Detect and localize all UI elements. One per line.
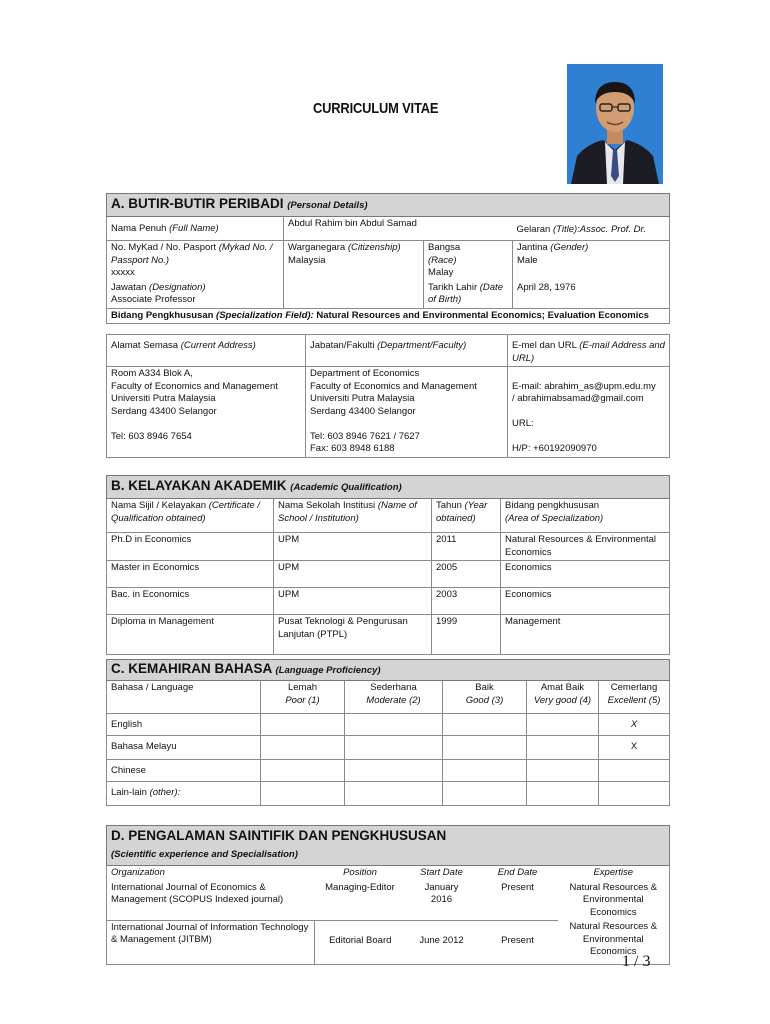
col-certificate: Nama Sijil / Kelayakan (Certificate / Qualification obtained)	[107, 499, 274, 533]
table-row: International Journal of Economics & Management (SCOPUS Indexed journal) Managing-Editor January 2016 Present Natural Resources & Environmental Economics	[107, 881, 670, 921]
section-a-heading: A. BUTIR-BUTIR PERIBADI (Personal Details)	[107, 194, 670, 217]
col-year: Tahun (Year obtained)	[432, 499, 501, 533]
profile-photo	[567, 64, 663, 184]
citizenship-field: Warganegara (Citizenship) Malaysia	[284, 241, 424, 281]
col-position: Position	[343, 867, 377, 878]
col-institution: Nama Sekolah Institusi (Name of School / Institution)	[274, 499, 432, 533]
level-good: Baik Good (3)	[443, 681, 527, 714]
table-row: English X	[107, 714, 670, 736]
race-field: Bangsa (Race) Malay	[424, 241, 513, 281]
table-row: International Journal of Information Technology & Management (JITBM) Editorial Board June 2012 Present Natural Resources & Environmental Economics	[107, 920, 670, 964]
section-c-heading: C. KEMAHIRAN BAHASA (Language Proficiency)	[107, 660, 670, 681]
language-proficiency-table	[106, 659, 670, 806]
page-number: 1 / 3	[622, 953, 651, 970]
dob-value: April 28, 1976	[513, 281, 670, 309]
address-label: Alamat Semasa (Current Address)	[107, 335, 306, 367]
table-row: Bahasa Melayu X	[107, 736, 670, 760]
col-language: Bahasa / Language	[107, 681, 261, 714]
table-row: Diploma in Management Pusat Teknologi & Pengurusan Lanjutan (PTPL) 1999 Management	[107, 615, 670, 655]
email-label: E-mel dan URL (E-mail Address and URL)	[508, 335, 670, 367]
gender-field: Jantina (Gender) Male	[513, 241, 670, 281]
table-row: Bac. in Economics UPM 2003 Economics	[107, 588, 670, 615]
full-name-value: Abdul Rahim bin Abdul Samad	[284, 217, 513, 241]
section-b-heading: B. KELAYAKAN AKADEMIK (Academic Qualification)	[107, 476, 670, 499]
specialization-field: Bidang Pengkhususan (Specialization Field): Natural Resources and Environmental Economics; Evaluation Economics	[107, 308, 670, 324]
col-expertise: Expertise	[558, 866, 670, 881]
col-end-date: End Date	[497, 867, 538, 878]
level-very-good: Amat Baik Very good (4)	[527, 681, 599, 714]
table-row: Master in Economics UPM 2005 Economics	[107, 561, 670, 588]
level-moderate: Sederhana Moderate (2)	[345, 681, 443, 714]
person-photo-icon	[567, 64, 663, 184]
section-a-header	[107, 194, 670, 217]
academic-qualification-table	[106, 475, 670, 655]
full-name-label: Nama Penuh (Full Name)	[107, 217, 284, 241]
email-value: E-mail: abrahim_as@upm.edu.my / abrahimabsamad@gmail.com URL: H/P: +60192090970	[508, 367, 670, 458]
level-poor: Lemah Poor (1)	[261, 681, 345, 714]
department-value: Department of Economics Faculty of Economics and Management Universiti Putra Malaysia Serdang 43400 Selangor Tel: 603 8946 7621 / 7627 Fax: 603 8948 6188	[306, 367, 508, 458]
department-label: Jabatan/Fakulti (Department/Faculty)	[306, 335, 508, 367]
mykad-field: No. MyKad / No. Pasport (Mykad No. / Passport No.) xxxxx	[107, 241, 284, 281]
contact-table	[106, 334, 670, 458]
scientific-experience-table	[106, 825, 670, 965]
email-link[interactable]: E-mail: abrahim_as@upm.edu.my	[512, 380, 656, 392]
title-field: Gelaran (Title):Assoc. Prof. Dr.	[513, 217, 670, 241]
col-area: Bidang pengkhususan (Area of Specialization)	[501, 499, 670, 533]
table-row: Chinese	[107, 760, 670, 782]
section-d-heading: D. PENGALAMAN SAINTIFIK DAN PENGKHUSUSAN (Scientific experience and Specialisation)	[107, 826, 670, 866]
level-excellent: Cemerlang Excellent (5)	[599, 681, 670, 714]
col-organization: Organization	[107, 866, 315, 881]
address-value: Room A334 Blok A, Faculty of Economics and Management Universiti Putra Malaysia Serdang 43400 Selangor Tel: 603 8946 7654	[107, 367, 306, 458]
email-link-2[interactable]: / abrahimabsamad@gmail.com	[512, 393, 644, 404]
page-title: CURRICULUM VITAE	[313, 100, 439, 117]
personal-details-table	[106, 193, 670, 324]
dob-label: Tarikh Lahir (Date of Birth)	[424, 281, 513, 309]
designation-field: Jawatan (Designation) Associate Professor	[107, 281, 284, 309]
table-row: Lain-lain (other):	[107, 782, 670, 806]
table-row: Ph.D in Economics UPM 2011 Natural Resources & Environmental Economics	[107, 533, 670, 561]
col-start-date: Start Date	[420, 867, 463, 878]
